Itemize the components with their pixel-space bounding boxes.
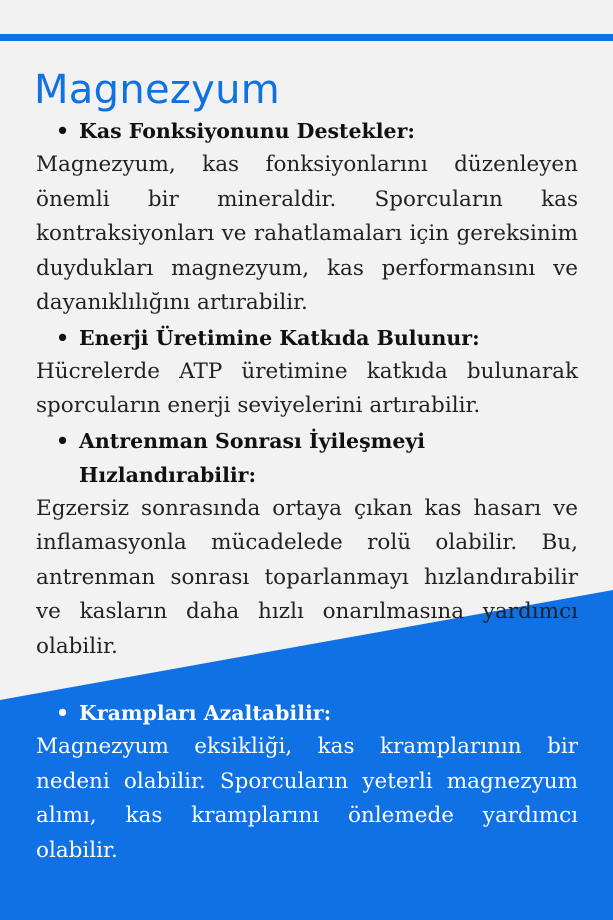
section-heading [36,114,578,148]
spacer [36,664,578,696]
section-body: Hücrelerde ATP üretimine katkıda bulunarak sporcuların enerji seviyelerini artırabilir. [36,358,578,418]
section-heading-text: Enerji Üretimine Katkıda Bulunur: [79,325,480,350]
section-heading-text: Krampları Azaltabilir: [79,701,332,725]
section-heading-text-line2: Hızlandırabilir: [79,462,257,487]
section-cramps [36,696,578,868]
section-recovery [36,424,578,665]
bullet-icon: • [56,701,70,725]
bullet-icon: • [56,119,70,143]
section-body: Magnezyum eksikliği, kas kramplarının bir nedeni olabilir. Sporcuların yeterli magnezyum alımı, kas kramplarını önlemede yardımcı olabilir. [36,734,578,863]
bullet-icon: • [56,325,70,350]
section-body: Egzersiz sonrasında ortaya çıkan kas hasarı ve inflamasyonla mücadelede rolü olabilir. Bu, antrenman sonrası toparlanmayı hızlandırabilir ve kasların daha hızlı onarılmasına yardımcı olabilir. [36,495,578,659]
section-body: Magnezyum, kas fonksiyonlarını düzenleyen önemli bir mineraldir. Sporcuların kas kontraksiyonları ve rahatlamaları için gereksinim duydukları magnezyum, kas performansını ve dayanıklılığını artırabilir. [36,152,578,315]
bullet-icon: • [56,428,70,453]
section-heading-text-line1: Antrenman Sonrası İyileşmeyi [79,428,426,453]
content [36,66,578,868]
section-heading [36,696,578,730]
page-title: Magnezyum [34,67,281,113]
section-heading [36,424,578,492]
section-energy [36,321,578,424]
section-muscle-function [36,114,578,321]
section-heading [36,321,578,355]
section-heading-text: Kas Fonksiyonunu Destekler: [79,119,415,143]
